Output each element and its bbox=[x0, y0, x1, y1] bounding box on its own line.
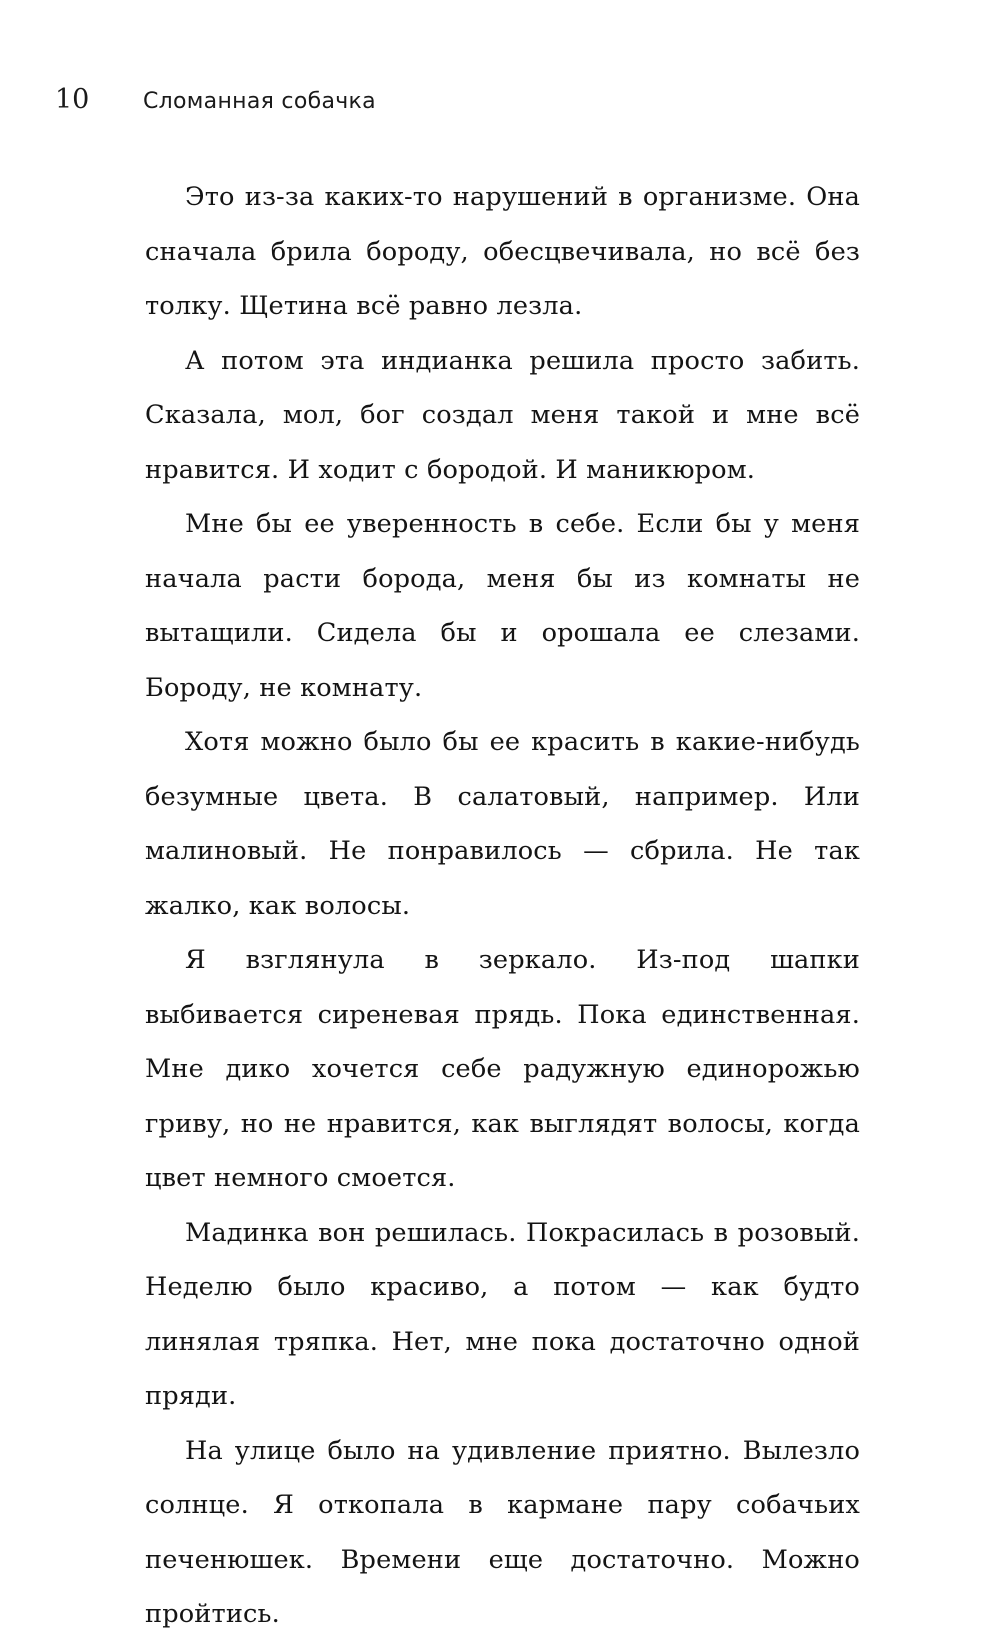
paragraph: Хотя можно было бы ее красить в какие-нибудь безумные цвета. В салатовый, например. Или малиновый. Не понравилось — сбрила. Не так жалко, как волосы. bbox=[145, 727, 860, 921]
paragraph: А потом эта индианка решила просто забить. Сказала, мол, бог создал меня такой и мне всё нравится. И ходит с бородой. И маникюром. bbox=[145, 345, 860, 485]
book-title: Сломанная собачка bbox=[143, 89, 376, 114]
paragraph: Мадинка вон решилась. Покрасилась в розовый. Неделю было красиво, а потом — как будто линялая тряпка. Нет, мне пока достаточно одной пряди. bbox=[145, 1217, 860, 1411]
running-head bbox=[55, 84, 376, 115]
page-number: 10 bbox=[55, 84, 90, 115]
paragraph: Мне бы ее уверенность в себе. Если бы у меня начала расти борода, меня бы из комнаты не вытащили. Сидела бы и орошала ее слезами. Бороду, не комнату. bbox=[145, 509, 860, 703]
paragraph: На улице было на удивление приятно. Вылезло солнце. Я откопала в кармане пару собачьих печенюшек. Времени еще достаточно. Можно пройтись. bbox=[145, 1435, 860, 1629]
paragraph: Это из-за каких-то нарушений в организме. Она сначала брила бороду, обесцвечивала, но всё без толку. Щетина всё равно лезла. bbox=[145, 182, 860, 321]
paragraph: Я взглянула в зеркало. Из-под шапки выбивается сиреневая прядь. Пока единственная. Мне дико хочется себе радужную единорожью гриву, но не нравится, как выглядят волосы, когда цвет немного смоется. bbox=[145, 945, 860, 1193]
body-text bbox=[145, 170, 860, 1642]
